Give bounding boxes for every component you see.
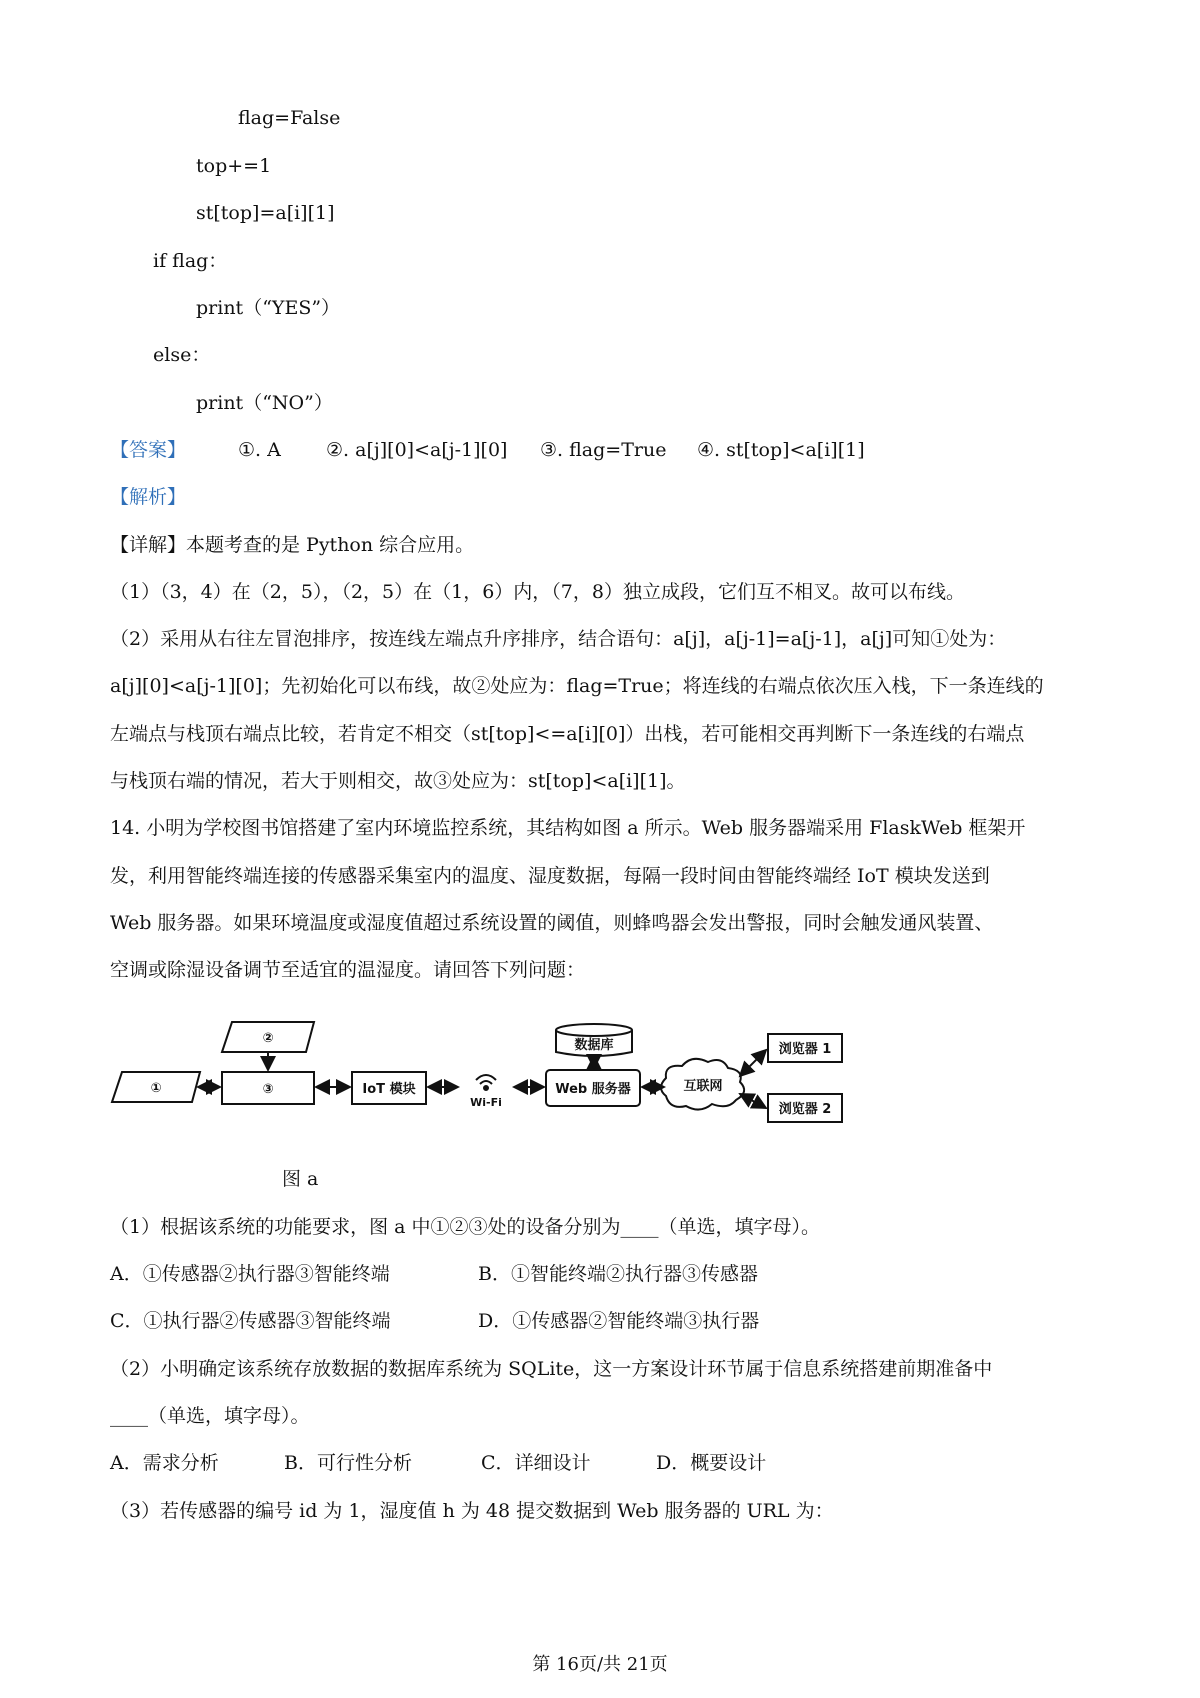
code-line: flag=False [238,107,341,129]
wifi-icon [476,1075,496,1090]
system-diagram [108,1020,878,1144]
answer-1: ①. A [238,439,281,461]
sub-question-1: （1）根据该系统的功能要求，图 a 中①②③处的设备分别为____（单选，填字母）。 [110,1216,820,1238]
option-d: D．①传感器②智能终端③执行器 [478,1310,760,1332]
answer-4: ④. st[top]<a[i][1] [697,439,865,461]
label-device-2: ② [262,1031,274,1046]
label-browser-2: 浏览器 2 [778,1102,832,1117]
question-14-line: 发，利用智能终端连接的传感器采集室内的温度、湿度数据，每隔一段时间由智能终端经 IoT 模块发送到 [110,865,990,887]
analysis-p2: 左端点与栈顶右端点比较，若肯定不相交（st[top]<=a[i][0]）出栈，若可能相交再判断下一条连线的右端点 [110,723,1025,745]
analysis-detail: 【详解】本题考查的是 Python 综合应用。 [110,534,475,556]
label-database: 数据库 [574,1038,614,1053]
label-browser-1: 浏览器 1 [778,1042,832,1057]
option-b: B．①智能终端②执行器③传感器 [478,1263,758,1285]
answer-tag: 【答案】 [110,439,187,461]
label-device-3: ③ [262,1082,274,1097]
label-device-1: ① [150,1081,162,1096]
option-c: C．①执行器②传感器③智能终端 [110,1310,391,1332]
code-line: top+=1 [196,155,272,177]
option-c: C．详细设计 [481,1452,591,1474]
question-14-line: 空调或除湿设备调节至适宜的温湿度。请回答下列问题： [110,959,586,981]
option-d: D．概要设计 [656,1452,767,1474]
code-line: if flag： [153,250,228,272]
answer-2: ②. a[j][0]<a[j-1][0] [326,439,508,461]
code-line: else： [153,344,211,366]
option-a: A．需求分析 [110,1452,219,1474]
question-14-line: 14. 小明为学校图书馆搭建了室内环境监控系统，其结构如图 a 所示。Web 服务器端采用 FlaskWeb 框架开 [110,817,1026,839]
analysis-p2: （2）采用从右往左冒泡排序，按连线左端点升序排序，结合语句：a[j]，a[j-1]=a[j-1]，a[j]可知①处为： [110,628,1007,650]
page-footer: 第 16页/共 21页 [532,1654,668,1675]
option-a: A．①传感器②执行器③智能终端 [110,1263,390,1285]
label-web-server: Web 服务器 [555,1082,631,1097]
label-internet: 互联网 [683,1079,723,1094]
code-line: st[top]=a[i][1] [196,202,335,224]
option-b: B．可行性分析 [284,1452,412,1474]
sub-question-3: （3）若传感器的编号 id 为 1，湿度值 h 为 48 提交数据到 Web 服务器的 URL 为： [110,1500,834,1522]
label-iot-module: IoT 模块 [362,1082,416,1097]
code-line: print（“YES”） [196,297,341,319]
sub-question-2: （2）小明确定该系统存放数据的数据库系统为 SQLite，这一方案设计环节属于信息系统搭建前期准备中 [110,1358,993,1380]
code-line: print（“NO”） [196,392,333,414]
analysis-p2: 与栈顶右端的情况，若大于则相交，故③处应为：st[top]<a[i][1]。 [110,770,686,792]
question-14-line: Web 服务器。如果环境温度或湿度值超过系统设置的阈值，则蜂鸣器会发出警报，同时会触发通风装置、 [110,912,994,934]
analysis-p1: （1）（3，4）在（2，5），（2，5）在（1，6）内，（7，8）独立成段，它们互不相叉。故可以布线。 [110,581,965,603]
answer-3: ③. flag=True [540,439,667,461]
label-wifi: Wi-Fi [470,1096,502,1109]
analysis-p2: a[j][0]<a[j-1][0]；先初始化可以布线，故②处应为：flag=True；将连线的右端点依次压入栈，下一条连线的 [110,675,1044,697]
figure-caption: 图 a [282,1168,319,1190]
analysis-tag: 【解析】 [110,486,187,508]
sub-question-2: ____（单选，填字母）。 [110,1405,310,1427]
